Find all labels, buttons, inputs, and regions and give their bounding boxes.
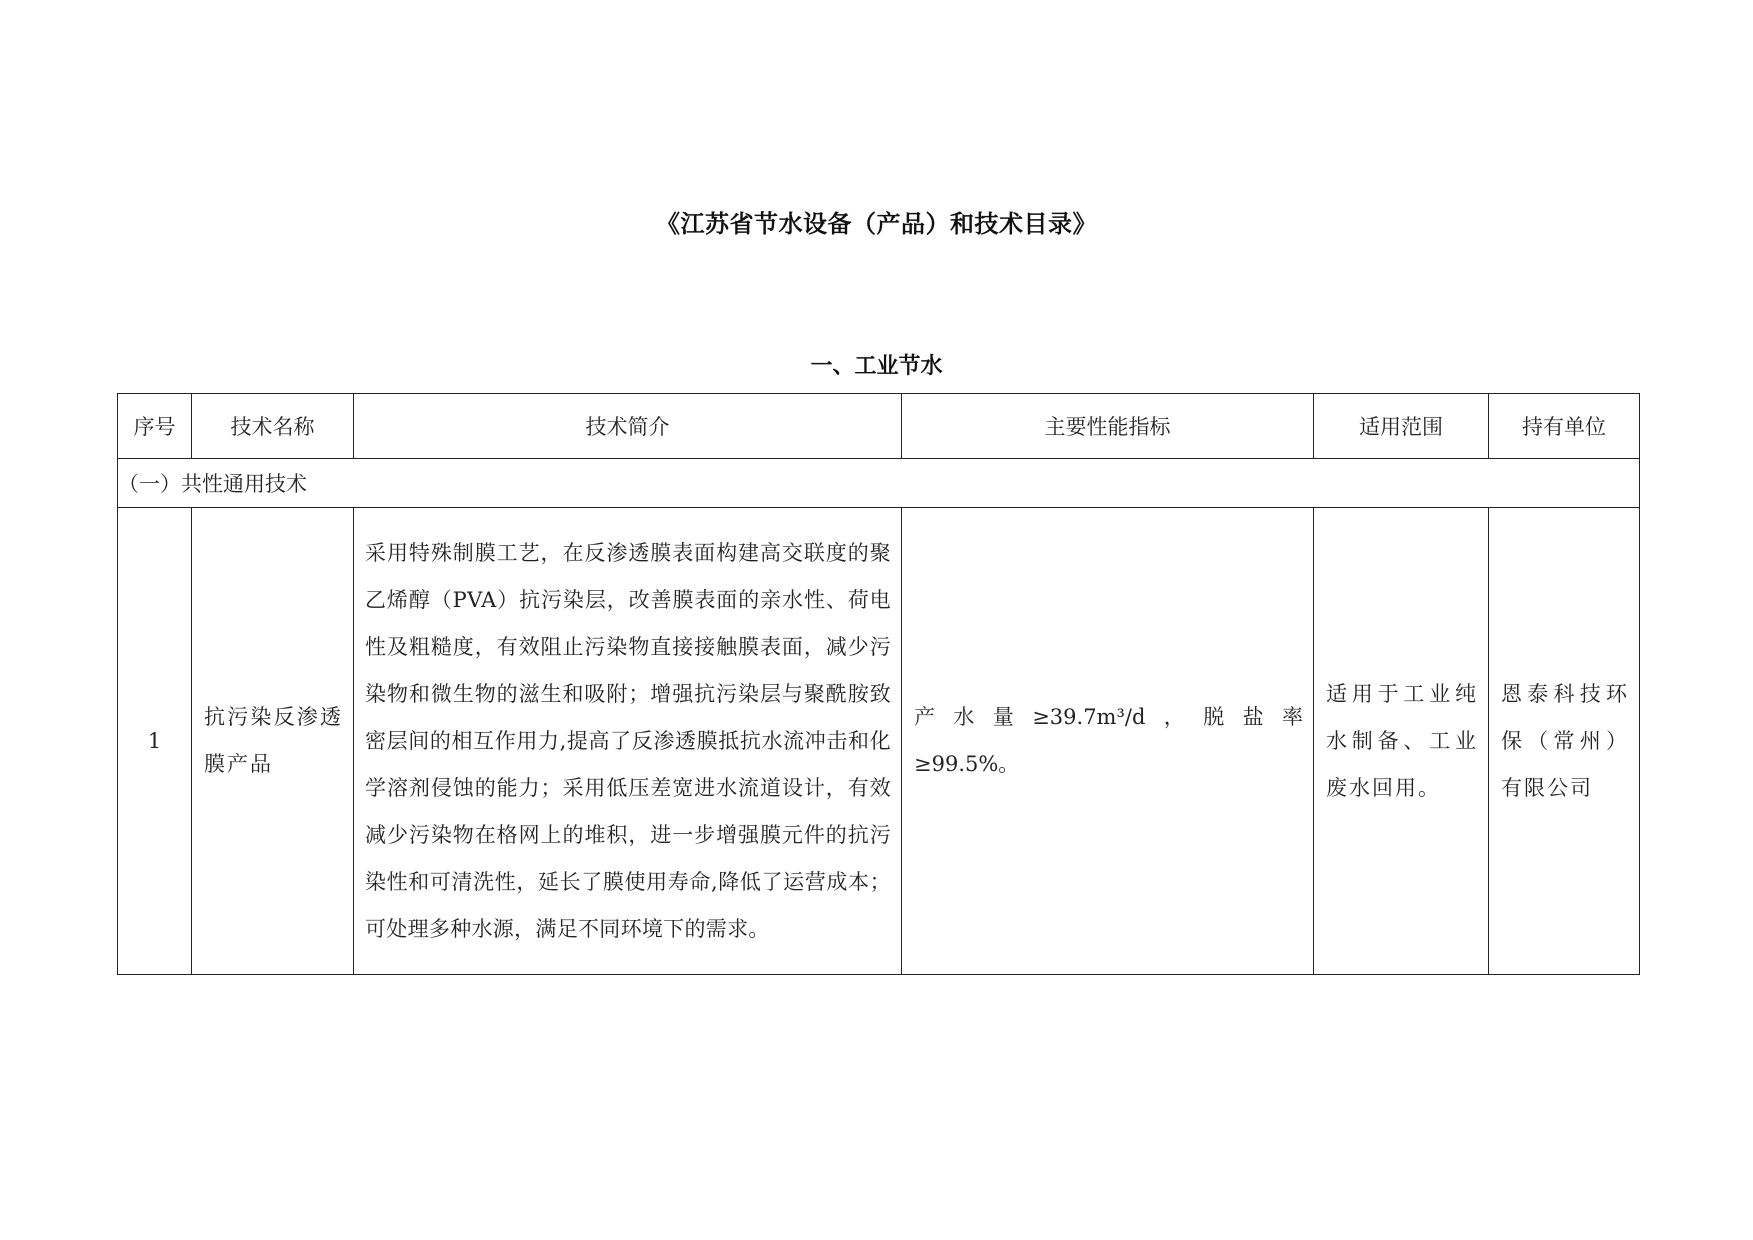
row-scope: 适用于工业纯水制备、工业废水回用。 [1314, 508, 1489, 975]
header-tech-intro: 技术简介 [354, 394, 902, 459]
row-performance [902, 508, 1314, 975]
row-number: 1 [118, 508, 192, 975]
header-scope: 适用范围 [1314, 394, 1489, 459]
table-row [118, 508, 1640, 975]
header-tech-name: 技术名称 [192, 394, 354, 459]
catalog-table [117, 393, 1640, 975]
row-holder: 恩泰科技环保（常州）有限公司 [1489, 508, 1640, 975]
row-tech-intro: 采用特殊制膜工艺，在反渗透膜表面构建高交联度的聚乙烯醇（PVA）抗污染层，改善膜表面的亲水性、荷电性及粗糙度，有效阻止污染物直接接触膜表面，减少污染物和微生物的滋生和吸附；增强抗污染层与聚酰胺致密层间的相互作用力,提高了反渗透膜抵抗水流冲击和化学溶剂侵蚀的能力；采用低压差宽进水流道设计，有效减少污染物在格网上的堆积，进一步增强膜元件的抗污染性和可清洗性，延长了膜使用寿命,降低了运营成本；可处理多种水源，满足不同环境下的需求。 [354, 508, 902, 975]
table-header-row [118, 394, 1640, 459]
header-performance: 主要性能指标 [902, 394, 1314, 459]
performance-line-1: 产水量≥39.7m³/d，脱盐率 [914, 705, 1303, 729]
document-title: 《江苏省节水设备（产品）和技术目录》 [656, 210, 1097, 238]
row-tech-name: 抗污染反渗透膜产品 [192, 508, 354, 975]
header-holder: 持有单位 [1489, 394, 1640, 459]
header-number: 序号 [118, 394, 192, 459]
performance-line-2: ≥99.5%。 [914, 752, 1020, 776]
category-row [118, 459, 1640, 508]
category-label: （一）共性通用技术 [118, 459, 1640, 508]
section-title: 一、工业节水 [810, 354, 943, 379]
